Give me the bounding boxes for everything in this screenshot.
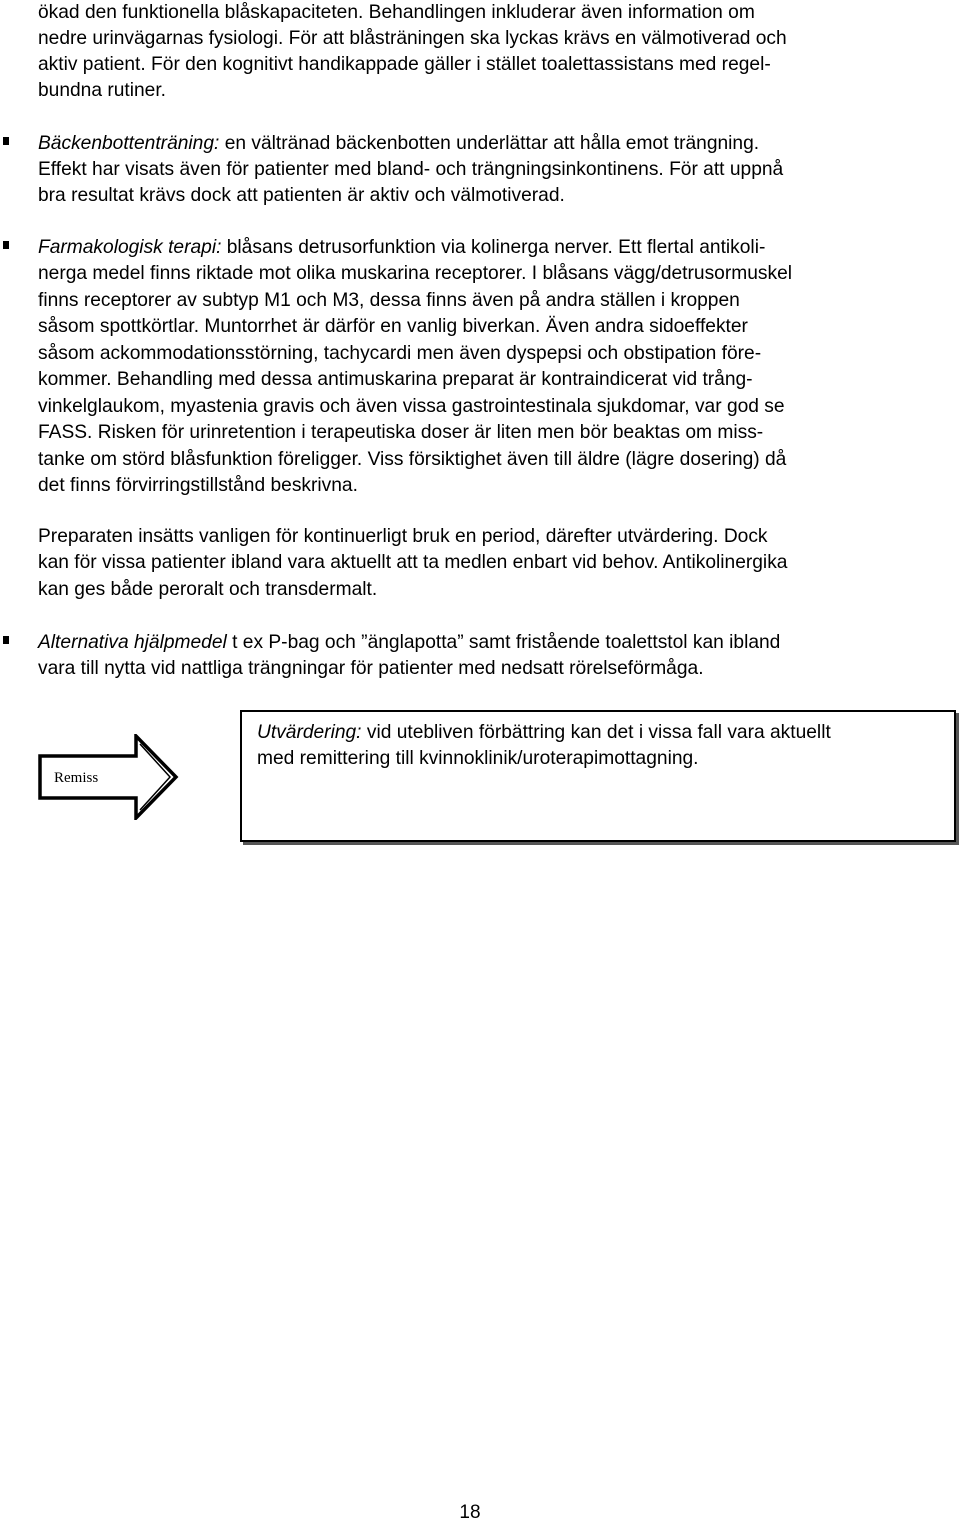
- bullet-square-icon: [3, 636, 9, 644]
- aids-line-2: vara till nytta vid nattliga trängningar för patienter med nedsatt rörelseförmåga.: [38, 658, 704, 679]
- preparat-line-1: Preparaten insätts vanligen för kontinuerligt bruk en period, därefter utvärdering. Dock: [38, 526, 768, 547]
- aids-term: Alternativa hjälpmedel: [38, 632, 227, 653]
- pelvic-term: Bäckenbottenträning:: [38, 133, 220, 154]
- pharma-line-7: vinkelglaukom, myastenia gravis och även vissa gastrointestinala sjukdomar, var god se: [38, 396, 785, 417]
- pelvic-line-1-text: en vältränad bäckenbotten underlättar att hålla emot trängning.: [219, 133, 760, 154]
- intro-line-2: nedre urinvägarnas fysiologi. För att blåsträningen ska lyckas krävs en välmotiverad och: [38, 28, 787, 49]
- pharma-line-9: tanke om störd blåsfunktion föreligger. Viss försiktighet även till äldre (lägre dosering) då: [38, 449, 787, 470]
- pelvic-line-3: bra resultat krävs dock att patienten är aktiv och välmotiverad.: [38, 185, 565, 206]
- evaluation-box: [240, 710, 956, 842]
- intro-line-1: ökad den funktionella blåskapaciteten. Behandlingen inkluderar även information om: [38, 2, 755, 23]
- pharma-line-10: det finns förvirringstillstånd beskrivna.: [38, 475, 358, 496]
- pharma-line-8: FASS. Risken för urinretention i terapeutiska doser är liten men bör beaktas om miss-: [38, 422, 764, 443]
- page-number: 18: [459, 1502, 481, 1523]
- intro-line-3: aktiv patient. För den kognitivt handikappade gäller i stället toalettassistans med regel-: [38, 54, 771, 75]
- aids-line-1-text: t ex P-bag och ”änglapotta” samt fristående toalettstol kan ibland: [226, 632, 781, 653]
- pelvic-line-1: [38, 131, 759, 157]
- referral-arrow-label: Remiss: [54, 770, 99, 786]
- pharma-line-4: såsom spottkörtlar. Muntorrhet är därför en vanlig biverkan. Även andra sidoeffekter: [38, 316, 748, 337]
- bullet-square-icon: [3, 241, 9, 249]
- pharma-line-5: såsom ackommodationsstörning, tachycardi men även dyspepsi och obstipation före-: [38, 343, 762, 364]
- intro-line-4: bundna rutiner.: [38, 80, 167, 101]
- evaluation-line-1: [257, 720, 831, 746]
- bullet-square-icon: [3, 137, 9, 145]
- pharma-term: Farmakologisk terapi:: [38, 237, 222, 258]
- pelvic-line-2: Effekt har visats även för patienter med bland- och trängningsinkontinens. För att uppnå: [38, 159, 784, 180]
- pharma-line-2: nerga medel finns riktade mot olika muskarina receptorer. I blåsans vägg/detrusormuskel: [38, 263, 793, 284]
- referral-arrow-icon: [36, 734, 180, 820]
- aids-line-1: [38, 630, 780, 656]
- pharma-line-1-text: blåsans detrusorfunktion via kolinerga nerver. Ett flertal antikoli-: [221, 237, 766, 258]
- evaluation-line-2: med remittering till kvinnoklinik/uroterapimottagning.: [257, 748, 699, 769]
- evaluation-line-1-text: vid utebliven förbättring kan det i vissa fall vara aktuellt: [361, 722, 831, 743]
- pharma-line-3: finns receptorer av subtyp M1 och M3, dessa finns även på andra ställen i kroppen: [38, 290, 740, 311]
- pharma-line-6: kommer. Behandling med dessa antimuskarina preparat är kontraindicerat vid trång-: [38, 369, 753, 390]
- evaluation-term: Utvärdering:: [257, 722, 362, 743]
- preparat-line-2: kan för vissa patienter ibland vara aktuellt att ta medlen enbart vid behov. Antikolinergika: [38, 552, 788, 573]
- preparat-line-3: kan ges både peroralt och transdermalt.: [38, 579, 378, 600]
- pharma-line-1: [38, 235, 765, 261]
